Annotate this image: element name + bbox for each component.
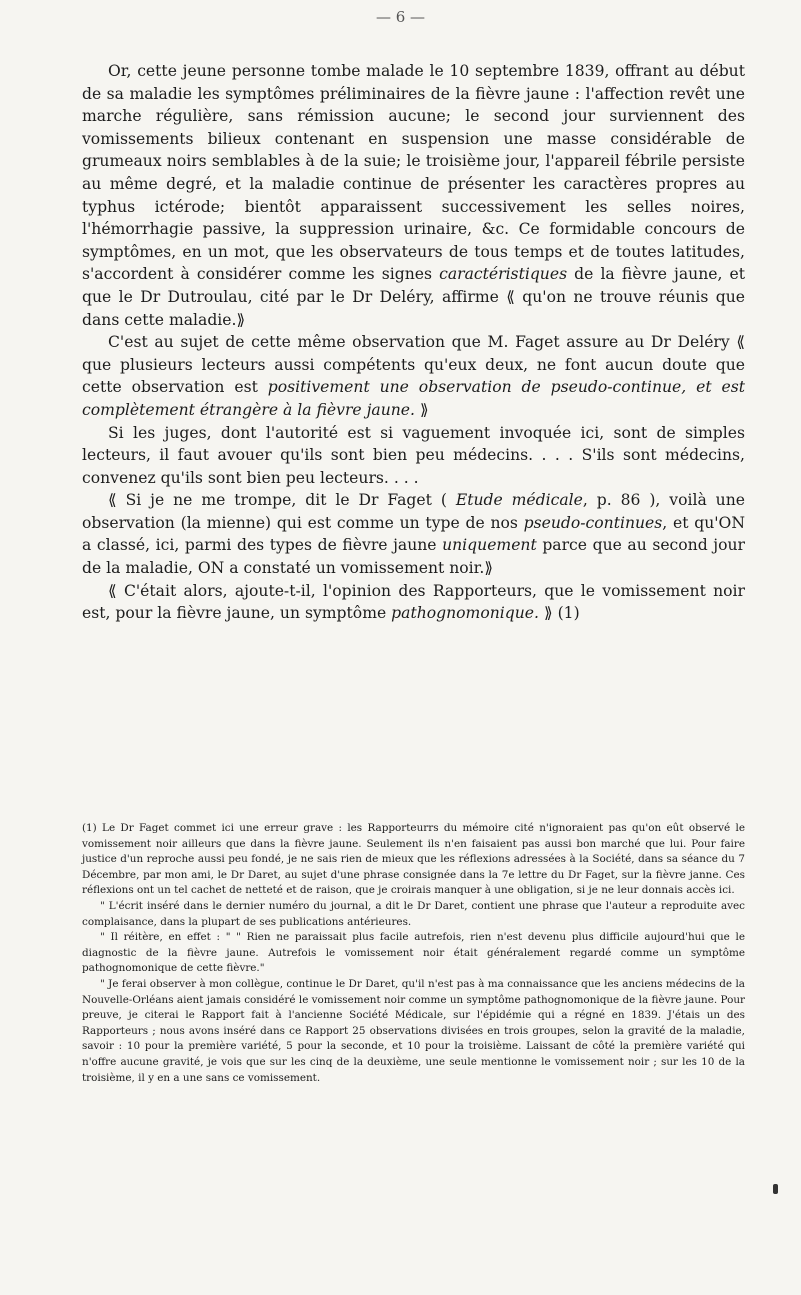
footnote: " Je ferai observer à mon collègue, continue le Dr Daret, qu'il n'est pas à ma connaissance que les anciens médecins de la Nouvelle-Orléans aient jamais considéré le vomissement noir comme un symptôme pathognomonique de la fièvre jaune. Pour preuve, je citerai le Rapport fait à l'ancienne Société Médicale, sur l'épidémie qui a régné en 1839. J'étais un des Rapporteurs ; nous avons inséré dans ce Rapport 25 observations divisées en trois groupes, selon la gravité de la maladie, savoir : 10 pour la première variété, 5 pour la seconde, et 10 pour la troisième. Laissant de côté la première variété qui n'offre aucune gravité, je vois que sur les cinq de la deuxième, une seule mentionne le vomissement noir ; sur les 10 de la troisième, il y en a une sans ce vomissement.: [82, 977, 745, 1084]
footnotes: [82, 821, 745, 1086]
footnote: (1) Le Dr Faget commet ici une erreur grave : les Rapporteurrs du mémoire cité n'ignoraient pas qu'on eût observé le vomissement noir ailleurs que dans la fièvre jaune. Seulement ils n'en faisaient pas aussi bon marché que lui. Pour faire justice d'un reproche aussi peu fondé, je ne sais rien de mieux que les réflexions adressées à la Société, dans sa séance du 7 Décembre, par mon ami, le Dr Daret, au sujet d'une phrase consignée dans la 7e lettre du Dr Faget, sur la fièvre janne. Ces réflexions ont un tel cachet de netteté et de raison, que je croirais manquer à une obligation, si je ne leur donnais accès ici.: [82, 822, 745, 897]
paragraph: Or, cette jeune personne tombe malade le 10 septembre 1839, offrant au début de sa maladie les symptômes préliminaires de la fièvre jaune : l'affection revêt une marche régulière, sans rémission aucune; le second jour surviennent des vomissements bilieux contenant en suspension une masse considérable de grumeaux noirs semblables à de la suie; le troisième jour, l'appareil fébrile persiste au même degré, et la maladie continue de présenter les caractères propres au typhus ictérode; bientôt apparaissent successivement les selles noires, l'hémorrhagie passive, la suppression urinaire, &c. Ce formidable concours de symptômes, en un mot, que les observateurs de tous temps et de toutes latitudes, s'accordent à considérer comme les signes caractéristiques de la fièvre jaune, et que le Dr Dutroulau, cité par le Dr Deléry, affirme ⟪ qu'on ne trouve réunis que dans cette maladie.⟫: [82, 62, 745, 329]
paragraph: ⟪ Si je ne me trompe, dit le Dr Faget ( Etude médicale, p. 86 ), voilà une observation (la mienne) qui est comme un type de nos pseudo-continues, et qu'ON a classé, ici, parmi des types de fièvre jaune uniquement parce que au second jour de la maladie, ON a constaté un vomissement noir.⟫: [82, 491, 745, 578]
ink-mark: [773, 1184, 778, 1194]
page-number: — 6 —: [375, 8, 426, 26]
paragraph: ⟪ C'était alors, ajoute-t-il, l'opinion des Rapporteurs, que le vomissement noir est, pour la fièvre jaune, un symptôme pathognomonique. ⟫ (1): [82, 581, 745, 623]
footnote: " L'écrit inséré dans le dernier numéro du journal, a dit le Dr Daret, contient une phrase que l'auteur a reproduite avec complaisance, dans la plupart de ses publications antérieures.: [82, 899, 745, 928]
paragraph: C'est au sujet de cette même observation que M. Faget assure au Dr Deléry ⟪ que plusieurs lecteurs aussi compétents qu'eux deux, ne font aucun doute que cette observation est positivement une observation de pseudo-continue, et est complètement étrangère à la fièvre jaune. ⟫: [82, 333, 745, 419]
footnote: " Il réitère, en effet : " " Rien ne paraissait plus facile autrefois, rien n'est devenu plus difficile aujourd'hui que le diagnostic de la fièvre jaune. Autrefois le vomissement noir était généralement regardé comme un symptôme pathognomonique de cette fièvre.": [82, 931, 745, 975]
main-text: [82, 60, 745, 625]
paragraph: Si les juges, dont l'autorité est si vaguement invoquée ici, sont de simples lecteurs, il faut avouer qu'ils sont bien peu médecins. . . . S'ils sont médecins, convenez qu'ils sont bien peu lecteurs. . . .: [82, 423, 745, 487]
